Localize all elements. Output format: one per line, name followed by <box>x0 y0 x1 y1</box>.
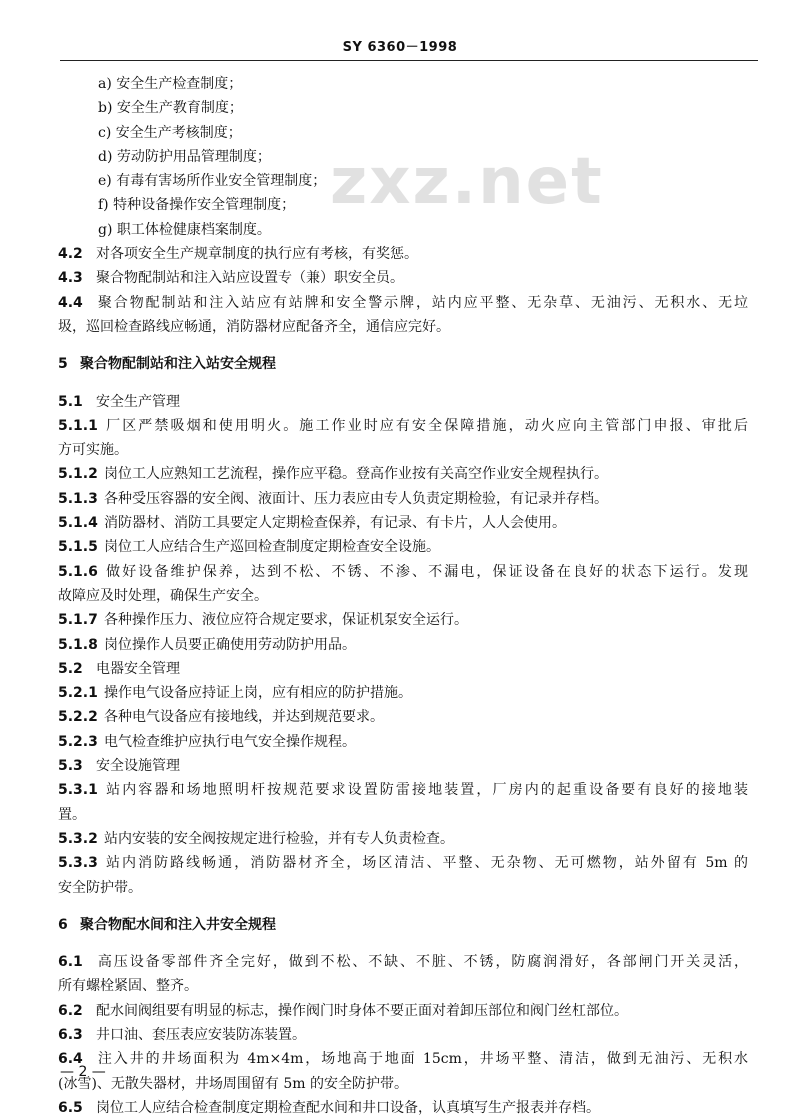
clause-5-2-1: 5.2.1 操作电气设备应持证上岗，应有相应的防护措施。 <box>58 685 412 702</box>
clause-6-1-cont: 所有螺栓紧固、整齐。 <box>58 978 198 995</box>
clause-4-4: 4.4 聚合物配制站和注入站应有站牌和安全警示牌，站内应平整、无杂草、无油污、无积水、无垃 <box>58 294 748 311</box>
list-item-c: c) 安全生产考核制度； <box>98 124 242 141</box>
list-item-d: d) 劳动防护用品管理制度； <box>98 148 271 165</box>
clause-5-1-2: 5.1.2 岗位工人应熟知工艺流程，操作应平稳。登高作业按有关高空作业安全规程执行。 <box>58 466 608 483</box>
clause-5-3-2: 5.3.2 站内安装的安全阀按规定进行检验，并有专人负责检查。 <box>58 830 454 847</box>
clause-5-1-1-cont: 方可实施。 <box>58 442 128 459</box>
clause-5-1-3: 5.1.3 各种受压容器的安全阀、液面计、压力表应由专人负责定期检验，有记录并存档。 <box>58 490 608 507</box>
list-item-g: g) 职工体检健康档案制度。 <box>98 221 271 238</box>
clause-5-3-3: 5.3.3 站内消防路线畅通，消防器材齐全，场区清洁、平整、无杂物、无可燃物，站外留有 5m 的 <box>58 855 748 872</box>
clause-6-1: 6.1 高压设备零部件齐全完好，做到不松、不缺、不脏、不锈，防腐润滑好，各部闸门开关灵活， <box>58 954 748 971</box>
clause-5-1-6-cont: 故障应及时处理，确保生产安全。 <box>58 587 268 604</box>
clause-5-3-3-cont: 安全防护带。 <box>58 879 142 896</box>
page-header: SY 6360－1998 <box>342 40 458 55</box>
clause-5-1-8: 5.1.8 岗位操作人员要正确使用劳动防护用品。 <box>58 636 356 653</box>
clause-5-1-7: 5.1.7 各种操作压力、液位应符合规定要求，保证机泵安全运行。 <box>58 612 468 629</box>
list-item-a: a) 安全生产检查制度； <box>98 76 243 92</box>
watermark: zxz.net <box>330 145 604 219</box>
clause-6-2: 6.2 配水间阀组要有明显的标志，操作阀门时身体不要正面对着卸压部位和阀门丝杠部位。 <box>58 1002 628 1019</box>
clause-4-4-cont: 圾，巡回检查路线应畅通，消防器材应配备齐全，通信应完好。 <box>58 318 450 335</box>
section-5-heading: 5 聚合物配制站和注入站安全规程 <box>58 356 276 373</box>
list-item-e: e) 有毒有害场所作业安全管理制度； <box>98 173 327 190</box>
clause-5-1: 5.1 安全生产管理 <box>58 393 180 410</box>
clause-6-4: 6.4 注入井的井场面积为 4m×4m，场地高于地面 15cm，井场平整、清洁，做到无油污、无积水 <box>58 1051 748 1068</box>
page-number: — 2 — <box>60 1064 106 1080</box>
list-item-b: b) 安全生产教育制度； <box>98 100 243 117</box>
document-body <box>58 72 748 1120</box>
header-rule <box>60 60 758 61</box>
list-item-f: f) 特种设备操作安全管理制度； <box>98 197 296 214</box>
clause-5-3: 5.3 安全设施管理 <box>58 758 180 775</box>
clause-5-2-3: 5.2.3 电气检查维护应执行电气安全操作规程。 <box>58 733 356 750</box>
clause-5-3-1-cont: 置。 <box>58 806 86 823</box>
clause-5-1-6: 5.1.6 做好设备维护保养，达到不松、不锈、不渗、不漏电，保证设备在良好的状态下运行。发现 <box>58 563 748 580</box>
clause-4-3: 4.3 聚合物配制站和注入站应设置专（兼）职安全员。 <box>58 270 404 287</box>
clause-5-2: 5.2 电器安全管理 <box>58 660 180 677</box>
clause-5-1-1: 5.1.1 厂区严禁吸烟和使用明火。施工作业时应有安全保障措施，动火应向主管部门申报、审批后 <box>58 417 748 434</box>
clause-6-5: 6.5 岗位工人应结合检查制度定期检查配水间和井口设备，认真填写生产报表并存档。 <box>58 1099 600 1116</box>
clause-6-4-cont: (冰雪)、无散失器材，井场周围留有 5m 的安全防护带。 <box>58 1075 409 1092</box>
clause-5-2-2: 5.2.2 各种电气设备应有接地线，并达到规范要求。 <box>58 709 384 726</box>
clause-5-1-4: 5.1.4 消防器材、消防工具要定人定期检查保养，有记录、有卡片，人人会使用。 <box>58 515 566 532</box>
clause-4-2: 4.2 对各项安全生产规章制度的执行应有考核，有奖惩。 <box>58 246 418 263</box>
clause-6-3: 6.3 井口油、套压表应安装防冻装置。 <box>58 1026 306 1043</box>
clause-5-3-1: 5.3.1 站内容器和场地照明杆按规范要求设置防雷接地装置，厂房内的起重设备要有良好的接地装 <box>58 782 748 799</box>
section-6-heading: 6 聚合物配水间和注入井安全规程 <box>58 916 276 933</box>
clause-5-1-5: 5.1.5 岗位工人应结合生产巡回检查制度定期检查安全设施。 <box>58 539 440 556</box>
